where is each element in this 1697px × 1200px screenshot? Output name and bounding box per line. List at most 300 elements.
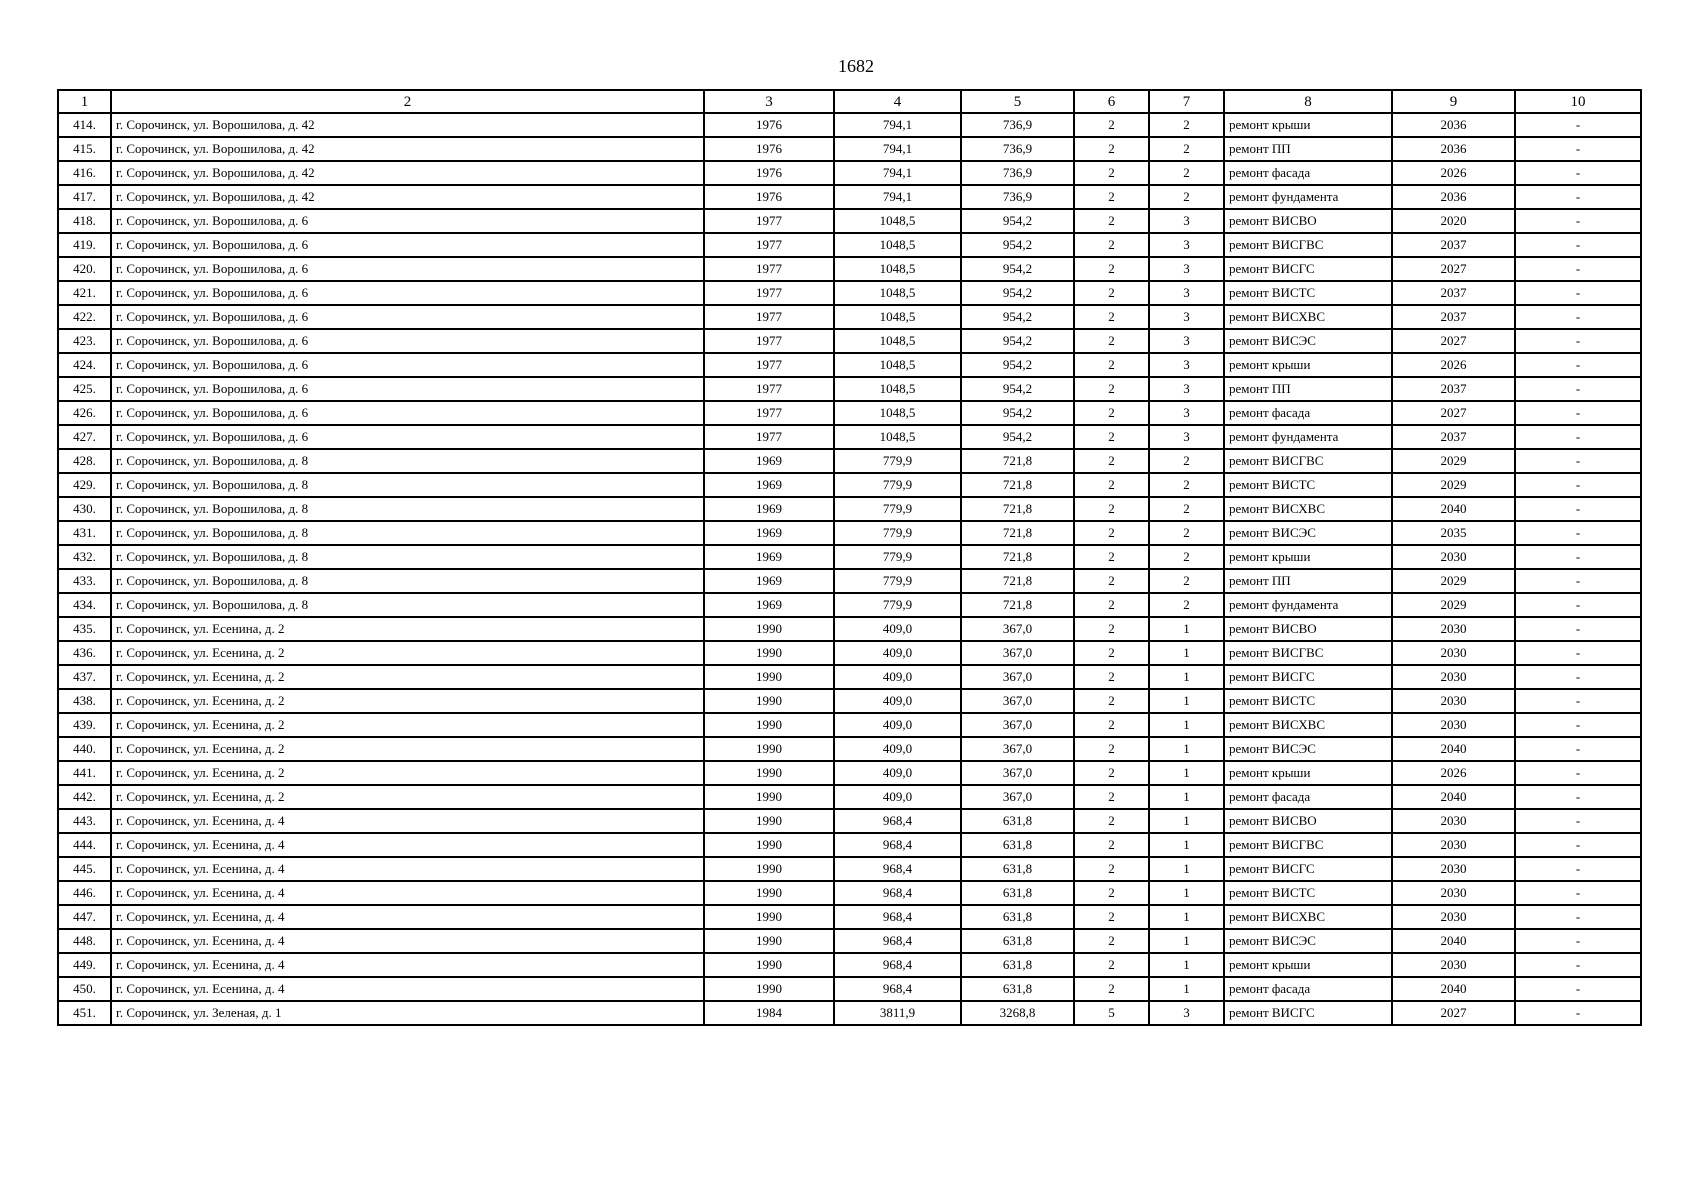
cell-address: г. Сорочинск, ул. Есенина, д. 2 [111,785,704,809]
cell-year-built: 1990 [704,881,834,905]
cell-entrances: 1 [1149,833,1224,857]
cell-entrances: 2 [1149,569,1224,593]
cell-entrances: 2 [1149,545,1224,569]
column-header-4: 4 [834,90,961,113]
table-row [58,401,1641,425]
cell-entrances: 3 [1149,353,1224,377]
cell-living-area: 736,9 [961,113,1074,137]
cell-note: - [1515,305,1641,329]
column-header-2: 2 [111,90,704,113]
cell-living-area: 736,9 [961,185,1074,209]
cell-entrances: 3 [1149,209,1224,233]
cell-year-built: 1976 [704,185,834,209]
cell-year-built: 1969 [704,521,834,545]
cell-planned-year: 2040 [1392,497,1515,521]
cell-work-type: ремонт фундамента [1224,425,1392,449]
cell-planned-year: 2030 [1392,545,1515,569]
cell-year-built: 1969 [704,569,834,593]
cell-living-area: 367,0 [961,785,1074,809]
cell-year-built: 1977 [704,353,834,377]
cell-note: - [1515,569,1641,593]
cell-note: - [1515,353,1641,377]
cell-total-area: 779,9 [834,569,961,593]
cell-entrances: 3 [1149,401,1224,425]
cell-living-area: 631,8 [961,905,1074,929]
cell-floors: 2 [1074,113,1149,137]
cell-year-built: 1990 [704,929,834,953]
cell-planned-year: 2030 [1392,665,1515,689]
cell-total-area: 794,1 [834,185,961,209]
cell-floors: 5 [1074,1001,1149,1025]
cell-work-type: ремонт ВИСЭС [1224,329,1392,353]
cell-total-area: 409,0 [834,617,961,641]
cell-entrances: 2 [1149,473,1224,497]
cell-address: г. Сорочинск, ул. Есенина, д. 2 [111,761,704,785]
cell-year-built: 1969 [704,497,834,521]
cell-planned-year: 2036 [1392,185,1515,209]
cell-living-area: 721,8 [961,473,1074,497]
cell-planned-year: 2036 [1392,113,1515,137]
cell-note: - [1515,545,1641,569]
cell-address: г. Сорочинск, ул. Ворошилова, д. 8 [111,473,704,497]
cell-note: - [1515,185,1641,209]
cell-floors: 2 [1074,833,1149,857]
cell-total-area: 968,4 [834,857,961,881]
cell-entrances: 1 [1149,881,1224,905]
cell-total-area: 968,4 [834,977,961,1001]
cell-planned-year: 2026 [1392,353,1515,377]
table-row [58,833,1641,857]
table-row [58,233,1641,257]
cell-planned-year: 2030 [1392,809,1515,833]
cell-row-number: 446. [58,881,111,905]
cell-note: - [1515,521,1641,545]
table-row [58,353,1641,377]
cell-entrances: 1 [1149,761,1224,785]
cell-work-type: ремонт ВИСТС [1224,881,1392,905]
cell-floors: 2 [1074,209,1149,233]
cell-entrances: 2 [1149,137,1224,161]
table-row [58,329,1641,353]
cell-row-number: 414. [58,113,111,137]
cell-address: г. Сорочинск, ул. Ворошилова, д. 6 [111,305,704,329]
cell-work-type: ремонт ВИСГВС [1224,833,1392,857]
cell-year-built: 1990 [704,761,834,785]
table-row [58,521,1641,545]
cell-living-area: 721,8 [961,449,1074,473]
cell-total-area: 1048,5 [834,257,961,281]
cell-entrances: 2 [1149,593,1224,617]
cell-work-type: ремонт фасада [1224,977,1392,1001]
cell-entrances: 3 [1149,281,1224,305]
column-header-8: 8 [1224,90,1392,113]
cell-address: г. Сорочинск, ул. Есенина, д. 4 [111,809,704,833]
cell-year-built: 1969 [704,593,834,617]
cell-total-area: 779,9 [834,473,961,497]
cell-planned-year: 2029 [1392,593,1515,617]
cell-floors: 2 [1074,905,1149,929]
cell-work-type: ремонт ВИСЭС [1224,521,1392,545]
cell-note: - [1515,689,1641,713]
cell-planned-year: 2037 [1392,305,1515,329]
cell-row-number: 449. [58,953,111,977]
cell-floors: 2 [1074,857,1149,881]
cell-living-area: 736,9 [961,161,1074,185]
column-header-3: 3 [704,90,834,113]
table-row [58,281,1641,305]
cell-living-area: 367,0 [961,689,1074,713]
cell-floors: 2 [1074,881,1149,905]
cell-row-number: 442. [58,785,111,809]
table-row [58,617,1641,641]
table-row [58,665,1641,689]
cell-total-area: 794,1 [834,113,961,137]
cell-living-area: 954,2 [961,353,1074,377]
cell-work-type: ремонт ВИСГС [1224,257,1392,281]
cell-note: - [1515,1001,1641,1025]
cell-total-area: 968,4 [834,833,961,857]
cell-floors: 2 [1074,257,1149,281]
cell-work-type: ремонт ВИСТС [1224,473,1392,497]
cell-total-area: 1048,5 [834,401,961,425]
cell-address: г. Сорочинск, ул. Ворошилова, д. 6 [111,281,704,305]
cell-planned-year: 2030 [1392,881,1515,905]
cell-total-area: 409,0 [834,689,961,713]
cell-address: г. Сорочинск, ул. Ворошилова, д. 8 [111,569,704,593]
cell-row-number: 450. [58,977,111,1001]
cell-planned-year: 2037 [1392,233,1515,257]
cell-work-type: ремонт ВИСТС [1224,689,1392,713]
cell-work-type: ремонт ВИСГС [1224,1001,1392,1025]
cell-living-area: 954,2 [961,401,1074,425]
table-row [58,569,1641,593]
cell-total-area: 409,0 [834,737,961,761]
cell-year-built: 1990 [704,641,834,665]
cell-entrances: 2 [1149,161,1224,185]
cell-planned-year: 2040 [1392,929,1515,953]
cell-row-number: 436. [58,641,111,665]
cell-note: - [1515,713,1641,737]
cell-row-number: 444. [58,833,111,857]
cell-row-number: 420. [58,257,111,281]
cell-year-built: 1990 [704,953,834,977]
cell-work-type: ремонт крыши [1224,353,1392,377]
column-header-10: 10 [1515,90,1641,113]
cell-note: - [1515,257,1641,281]
cell-living-area: 367,0 [961,713,1074,737]
cell-address: г. Сорочинск, ул. Ворошилова, д. 6 [111,329,704,353]
cell-address: г. Сорочинск, ул. Есенина, д. 4 [111,833,704,857]
cell-note: - [1515,857,1641,881]
cell-note: - [1515,665,1641,689]
cell-entrances: 1 [1149,665,1224,689]
cell-note: - [1515,449,1641,473]
cell-floors: 2 [1074,545,1149,569]
cell-living-area: 631,8 [961,833,1074,857]
cell-address: г. Сорочинск, ул. Ворошилова, д. 42 [111,161,704,185]
cell-year-built: 1977 [704,305,834,329]
cell-total-area: 409,0 [834,761,961,785]
cell-work-type: ремонт крыши [1224,953,1392,977]
cell-floors: 2 [1074,449,1149,473]
cell-living-area: 367,0 [961,737,1074,761]
cell-living-area: 736,9 [961,137,1074,161]
cell-row-number: 451. [58,1001,111,1025]
cell-planned-year: 2030 [1392,833,1515,857]
table-row [58,881,1641,905]
cell-row-number: 440. [58,737,111,761]
cell-work-type: ремонт ВИСВО [1224,617,1392,641]
column-header-5: 5 [961,90,1074,113]
column-header-6: 6 [1074,90,1149,113]
cell-note: - [1515,953,1641,977]
cell-living-area: 631,8 [961,857,1074,881]
cell-row-number: 417. [58,185,111,209]
cell-total-area: 3811,9 [834,1001,961,1025]
cell-work-type: ремонт ПП [1224,137,1392,161]
table-row [58,785,1641,809]
cell-entrances: 1 [1149,857,1224,881]
cell-row-number: 419. [58,233,111,257]
cell-floors: 2 [1074,401,1149,425]
table-row [58,929,1641,953]
cell-floors: 2 [1074,329,1149,353]
cell-total-area: 409,0 [834,785,961,809]
cell-address: г. Сорочинск, ул. Есенина, д. 4 [111,857,704,881]
cell-work-type: ремонт фасада [1224,401,1392,425]
repair-schedule-table [57,89,1642,1026]
cell-note: - [1515,425,1641,449]
cell-entrances: 1 [1149,809,1224,833]
cell-row-number: 430. [58,497,111,521]
table-row [58,185,1641,209]
cell-entrances: 3 [1149,377,1224,401]
cell-year-built: 1977 [704,377,834,401]
cell-entrances: 3 [1149,233,1224,257]
cell-planned-year: 2030 [1392,857,1515,881]
table-row [58,737,1641,761]
cell-total-area: 1048,5 [834,281,961,305]
cell-entrances: 1 [1149,785,1224,809]
cell-row-number: 428. [58,449,111,473]
cell-planned-year: 2040 [1392,737,1515,761]
cell-note: - [1515,761,1641,785]
cell-address: г. Сорочинск, ул. Есенина, д. 4 [111,905,704,929]
cell-note: - [1515,977,1641,1001]
cell-planned-year: 2037 [1392,377,1515,401]
cell-note: - [1515,905,1641,929]
table-row [58,497,1641,521]
table-row [58,689,1641,713]
cell-planned-year: 2037 [1392,425,1515,449]
cell-entrances: 1 [1149,905,1224,929]
cell-row-number: 443. [58,809,111,833]
cell-year-built: 1990 [704,713,834,737]
cell-year-built: 1977 [704,281,834,305]
cell-address: г. Сорочинск, ул. Есенина, д. 2 [111,737,704,761]
cell-living-area: 954,2 [961,257,1074,281]
cell-floors: 2 [1074,185,1149,209]
cell-planned-year: 2029 [1392,449,1515,473]
cell-work-type: ремонт ВИСГС [1224,665,1392,689]
cell-total-area: 968,4 [834,881,961,905]
cell-total-area: 779,9 [834,497,961,521]
cell-floors: 2 [1074,137,1149,161]
cell-planned-year: 2026 [1392,761,1515,785]
table-row [58,257,1641,281]
cell-floors: 2 [1074,161,1149,185]
cell-year-built: 1990 [704,737,834,761]
table-row [58,857,1641,881]
cell-work-type: ремонт ПП [1224,377,1392,401]
cell-floors: 2 [1074,425,1149,449]
cell-address: г. Сорочинск, ул. Ворошилова, д. 8 [111,497,704,521]
cell-entrances: 3 [1149,257,1224,281]
cell-work-type: ремонт ПП [1224,569,1392,593]
cell-note: - [1515,641,1641,665]
cell-address: г. Сорочинск, ул. Есенина, д. 2 [111,713,704,737]
cell-entrances: 3 [1149,425,1224,449]
table-row [58,305,1641,329]
cell-year-built: 1976 [704,113,834,137]
cell-address: г. Сорочинск, ул. Есенина, д. 4 [111,977,704,1001]
cell-entrances: 1 [1149,953,1224,977]
cell-row-number: 435. [58,617,111,641]
cell-planned-year: 2030 [1392,689,1515,713]
cell-living-area: 631,8 [961,929,1074,953]
table-row [58,761,1641,785]
cell-work-type: ремонт ВИСВО [1224,209,1392,233]
cell-total-area: 409,0 [834,713,961,737]
cell-living-area: 721,8 [961,569,1074,593]
cell-entrances: 1 [1149,929,1224,953]
cell-planned-year: 2027 [1392,401,1515,425]
cell-total-area: 779,9 [834,449,961,473]
cell-floors: 2 [1074,713,1149,737]
cell-note: - [1515,473,1641,497]
cell-note: - [1515,401,1641,425]
cell-total-area: 779,9 [834,593,961,617]
cell-planned-year: 2030 [1392,953,1515,977]
cell-floors: 2 [1074,473,1149,497]
cell-year-built: 1990 [704,689,834,713]
cell-entrances: 3 [1149,305,1224,329]
cell-work-type: ремонт фасада [1224,161,1392,185]
cell-year-built: 1977 [704,209,834,233]
cell-row-number: 434. [58,593,111,617]
cell-floors: 2 [1074,689,1149,713]
cell-work-type: ремонт фундамента [1224,593,1392,617]
cell-living-area: 367,0 [961,665,1074,689]
cell-planned-year: 2026 [1392,161,1515,185]
cell-total-area: 968,4 [834,953,961,977]
table-row [58,161,1641,185]
cell-living-area: 954,2 [961,281,1074,305]
cell-note: - [1515,809,1641,833]
cell-row-number: 431. [58,521,111,545]
cell-row-number: 447. [58,905,111,929]
cell-total-area: 1048,5 [834,209,961,233]
cell-total-area: 1048,5 [834,377,961,401]
cell-row-number: 415. [58,137,111,161]
cell-floors: 2 [1074,593,1149,617]
table-row [58,641,1641,665]
cell-address: г. Сорочинск, ул. Есенина, д. 2 [111,617,704,641]
cell-total-area: 1048,5 [834,233,961,257]
cell-entrances: 1 [1149,977,1224,1001]
cell-planned-year: 2036 [1392,137,1515,161]
table-row [58,977,1641,1001]
cell-living-area: 631,8 [961,977,1074,1001]
cell-year-built: 1990 [704,785,834,809]
cell-floors: 2 [1074,785,1149,809]
cell-note: - [1515,593,1641,617]
cell-address: г. Сорочинск, ул. Ворошилова, д. 6 [111,377,704,401]
cell-work-type: ремонт крыши [1224,761,1392,785]
cell-living-area: 954,2 [961,233,1074,257]
cell-address: г. Сорочинск, ул. Есенина, д. 4 [111,929,704,953]
cell-address: г. Сорочинск, ул. Ворошилова, д. 42 [111,137,704,161]
cell-living-area: 954,2 [961,209,1074,233]
cell-work-type: ремонт ВИСХВС [1224,497,1392,521]
cell-floors: 2 [1074,737,1149,761]
table-row [58,545,1641,569]
cell-entrances: 2 [1149,521,1224,545]
cell-living-area: 721,8 [961,593,1074,617]
cell-work-type: ремонт ВИСХВС [1224,305,1392,329]
cell-address: г. Сорочинск, ул. Есенина, д. 2 [111,641,704,665]
cell-living-area: 954,2 [961,305,1074,329]
cell-floors: 2 [1074,233,1149,257]
cell-floors: 2 [1074,953,1149,977]
table-row [58,593,1641,617]
cell-note: - [1515,113,1641,137]
cell-work-type: ремонт фасада [1224,785,1392,809]
cell-living-area: 954,2 [961,329,1074,353]
cell-year-built: 1990 [704,833,834,857]
cell-row-number: 421. [58,281,111,305]
table-row [58,209,1641,233]
cell-living-area: 3268,8 [961,1001,1074,1025]
cell-address: г. Сорочинск, ул. Ворошилова, д. 8 [111,593,704,617]
cell-note: - [1515,881,1641,905]
cell-floors: 2 [1074,377,1149,401]
cell-note: - [1515,833,1641,857]
cell-total-area: 968,4 [834,905,961,929]
cell-floors: 2 [1074,353,1149,377]
cell-year-built: 1990 [704,905,834,929]
cell-work-type: ремонт ВИСТС [1224,281,1392,305]
cell-living-area: 367,0 [961,761,1074,785]
cell-year-built: 1990 [704,857,834,881]
cell-row-number: 416. [58,161,111,185]
cell-address: г. Сорочинск, ул. Ворошилова, д. 6 [111,209,704,233]
cell-entrances: 1 [1149,713,1224,737]
cell-planned-year: 2040 [1392,785,1515,809]
cell-entrances: 1 [1149,641,1224,665]
cell-address: г. Сорочинск, ул. Ворошилова, д. 6 [111,353,704,377]
cell-year-built: 1969 [704,449,834,473]
table-row [58,113,1641,137]
cell-address: г. Сорочинск, ул. Ворошилова, д. 8 [111,521,704,545]
cell-row-number: 437. [58,665,111,689]
cell-work-type: ремонт ВИСГС [1224,857,1392,881]
cell-address: г. Сорочинск, ул. Ворошилова, д. 6 [111,233,704,257]
table-row [58,137,1641,161]
page-number: 1682 [838,56,874,76]
cell-total-area: 794,1 [834,161,961,185]
cell-entrances: 1 [1149,617,1224,641]
